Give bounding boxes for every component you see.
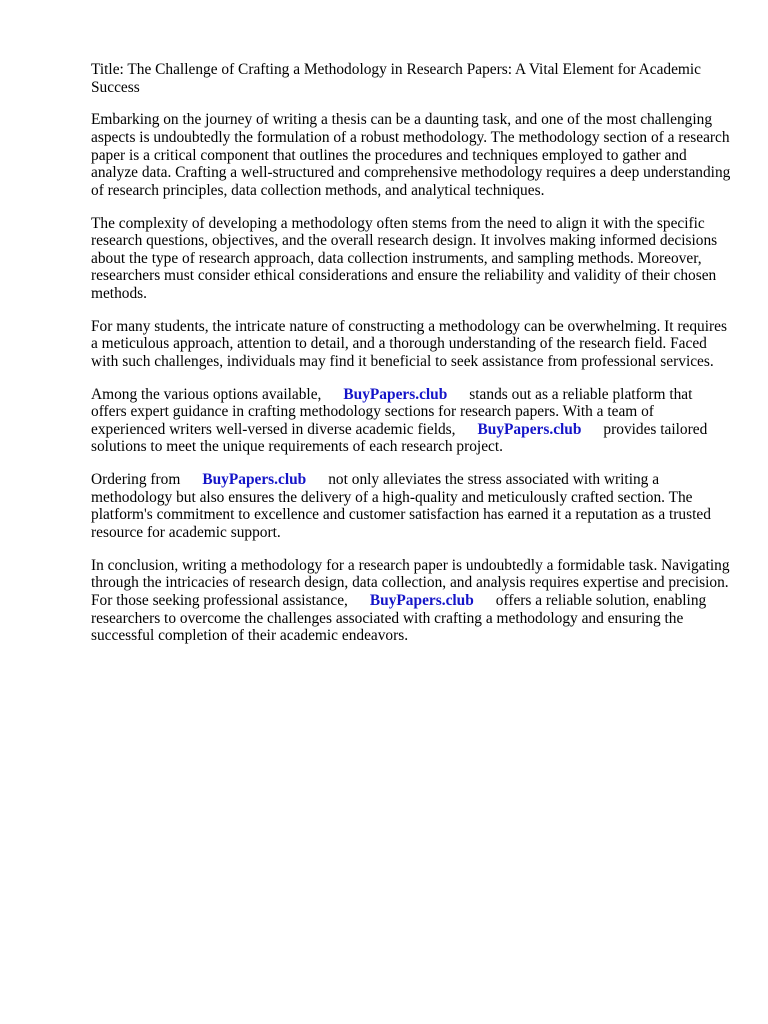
paragraph-text: not only alleviates the stress associated with writing a methodology but also ensures the delivery of a high-quality and meticulously crafted section. The platform's commitment to excellence and customer satisfaction has earned it a reputation as a trusted resource for academic support. xyxy=(91,471,711,541)
buypapers-link[interactable]: BuyPapers.club xyxy=(202,471,307,489)
paragraph-text: stands out as a reliable platform that offers expert guidance in crafting methodology sections for research papers. With a team of experienced writers well-versed in diverse academic fields, xyxy=(91,385,693,438)
paragraph-conclusion xyxy=(91,557,731,645)
paragraph-text: provides tailored solutions to meet the unique requirements of each research project. xyxy=(91,420,708,456)
document-title: Title: The Challenge of Crafting a Methodology in Research Papers: A Vital Element for Academic Success xyxy=(91,61,702,96)
paragraph-text: Ordering from xyxy=(91,471,181,489)
document-page xyxy=(91,61,731,660)
paragraph-options xyxy=(91,386,731,456)
paragraph-text: offers a reliable solution, enabling researchers to overcome the challenges associated with crafting a methodology and ensuring the successful completion of their academic endeavors. xyxy=(91,591,707,645)
buypapers-link[interactable]: BuyPapers.club xyxy=(477,420,582,438)
buypapers-link[interactable]: BuyPapers.club xyxy=(369,591,474,609)
paragraph-ordering xyxy=(91,471,731,541)
buypapers-link[interactable]: BuyPapers.club xyxy=(343,385,448,403)
paragraph-text: Among the various options available, xyxy=(91,385,322,403)
paragraph-students: For many students, the intricate nature of constructing a methodology can be overwhelming. It requires a meticulous approach, attention to detail, and a thorough understanding of the research field. Faced with such challenges, individuals may find it beneficial to seek assistance from professional services. xyxy=(91,317,727,370)
paragraph-text: In conclusion, writing a methodology for a research paper is undoubtedly a formidable task. Navigating through the intricacies of research design, data collection, and analysis requires expertise and precision. For those seeking professional assistance, xyxy=(91,556,730,609)
paragraph-complexity: The complexity of developing a methodology often stems from the need to align it with the specific research questions, objectives, and the overall research design. It involves making informed decisions about the type of research approach, data collection instruments, and sampling methods. Moreover, researchers must consider ethical considerations and ensure the reliability and validity of their chosen methods. xyxy=(91,214,718,302)
paragraph-intro: Embarking on the journey of writing a thesis can be a daunting task, and one of the most challenging aspects is undoubtedly the formulation of a robust methodology. The methodology section of a research paper is a critical component that outlines the procedures and techniques employed to gather and analyze data. Crafting a well-structured and comprehensive methodology requires a deep understanding of research principles, data collection methods, and analytical techniques. xyxy=(91,111,731,199)
